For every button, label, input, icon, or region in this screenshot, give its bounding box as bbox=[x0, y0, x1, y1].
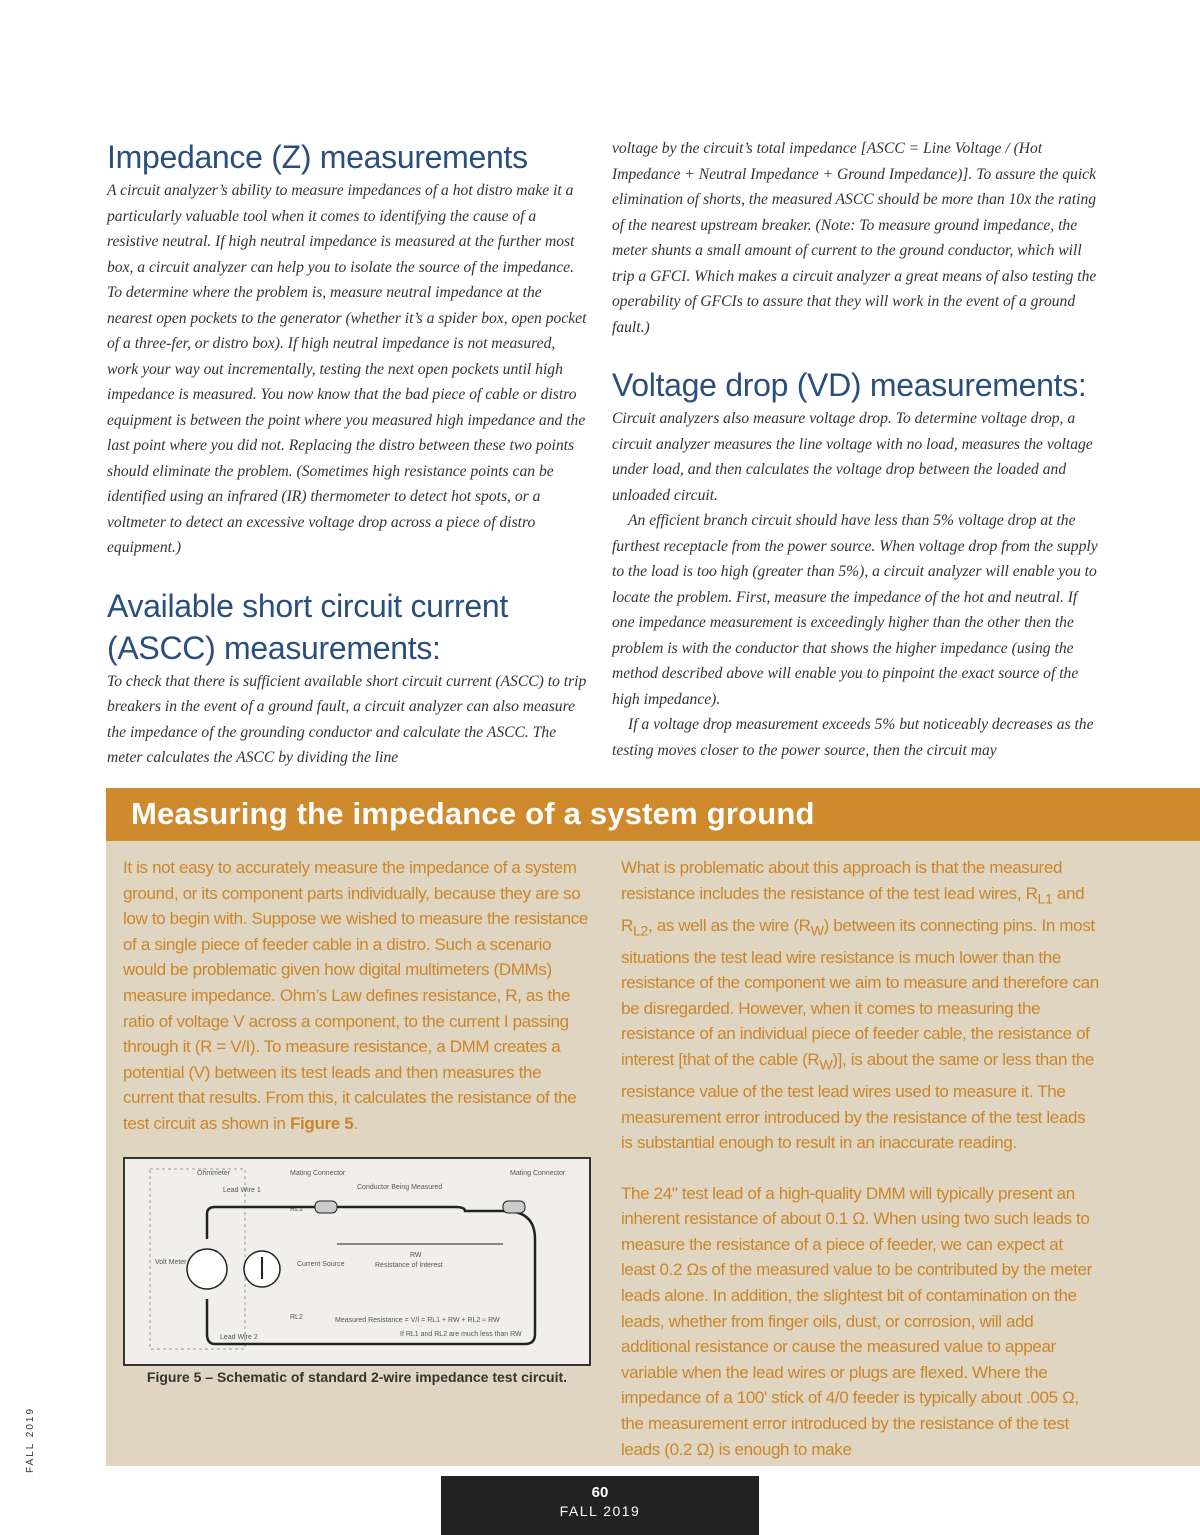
label-mating-connector-1: Mating Connector bbox=[290, 1170, 346, 1177]
label-rw: RW bbox=[410, 1252, 422, 1259]
connector-1 bbox=[315, 1201, 337, 1213]
ascc-paragraph: To check that there is sufficient available short circuit current (ASCC) to trip breakers in the event of a ground fault, a circuit analyzer can also measure the impedance of the grounding conductor and calculate the ASCC. The meter calculates the ASCC by dividing the line bbox=[107, 672, 587, 766]
right-column bbox=[612, 136, 1102, 763]
voltmeter-icon bbox=[187, 1249, 227, 1289]
heading-voltage-drop: Voltage drop (VD) measurements: bbox=[612, 367, 1087, 403]
label-current-source: Current Source bbox=[297, 1261, 345, 1268]
voltage-drop-paragraph-3: If a voltage drop measurement exceeds 5% but noticeably decreases as the testing moves closer to the power source, then the circuit may bbox=[612, 716, 1094, 759]
label-ohmmeter: Ohmmeter bbox=[197, 1170, 231, 1177]
voltage-drop-paragraph-2: An efficient branch circuit should have less than 5% voltage drop at the furthest receptacle from the power source. When voltage drop from the supply to the load is too high (greater than 5%), a circuit analyzer will enable you to locate the problem. First, measure the impedance of the hot and neutral. If one impedance measurement is exceedingly higher than the other then the problem is with the conductor that shows the higher impedance (using the method described above will enable you to pinpoint the exact source of the high impedance). bbox=[612, 512, 1098, 708]
figure-reference: Figure 5 bbox=[290, 1113, 354, 1133]
sidebar-right-paragraph-1: What is problematic about this approach is that the measured resistance includes the resistance of the test lead wires, $R_{L1}$ and $R_{L2}$, as well as the wire $(R_W)$ between its connecting pins. In most situations the test lead wire resistance is much lower than the resistance of the component we aim to measure and therefore can be disregarded. However, when it comes to measuring the resistance of an individual piece of feeder cable, the resistance of interest [that of the cable $(R_W)$], is about the same or less than the resistance value of the test lead wires used to measure it. The measurement error introduced by the resistance of the test leads is substantial enough to result in an inaccurate reading. bbox=[621, 858, 1099, 1153]
heading-ascc: Available short circuit current (ASCC) measurements: bbox=[107, 587, 508, 666]
label-mating-connector-2: Mating Connector bbox=[510, 1170, 566, 1177]
label-volt-meter: Volt Meter bbox=[155, 1259, 187, 1266]
label-rl2: RL2 bbox=[290, 1314, 303, 1321]
label-formula: Measured Resistance = V/I = RL1 + RW + RL2 ≈ RW bbox=[335, 1317, 500, 1324]
connector-2 bbox=[503, 1201, 525, 1213]
page-number: 60 bbox=[591, 1484, 609, 1501]
label-resistance-of-interest: Resistance of Interest bbox=[375, 1262, 443, 1269]
label-note: If RL1 and RL2 are much less than RW bbox=[400, 1331, 522, 1338]
voltage-drop-paragraph-1: Circuit analyzers also measure voltage drop. To determine voltage drop, a circuit analyzer measures the line voltage with no load, measures the voltage under load, and then calculates the voltage drop between the loaded and unloaded circuit. bbox=[612, 410, 1093, 504]
ascc-continued-paragraph: voltage by the circuit’s total impedance [ASCC = Line Voltage / (Hot Impedance + Neutral Impedance + Ground Impedance)]. To assure the quick elimination of shorts, the measured ASCC should be more than 10x the rating of the nearest upstream breaker. (Note: To measure ground impedance, the meter shunts a small amount of current to the ground conductor, which will trip a GFCI. Which makes a circuit analyzer a great means of also testing the operability of GFCIs to assure that they will work in the event of a ground fault.) bbox=[612, 140, 1097, 336]
left-column bbox=[107, 136, 587, 771]
sidebar-right-paragraph-2: The 24" test lead of a high-quality DMM will typically present an inherent resistance of about 0.1 Ω. When using two such leads to measure the resistance of a piece of feeder, we can expect at least 0.2 Ωs of the measured value to be contributed by the meter leads alone. In addition, the slightest bit of contamination on the leads, whether from finger oils, dust, or corrosion, will add additional resistance or cause the measured value to appear variable when the lead wires or plugs are flexed. Where the impedance of a 100' stick of 4/0 feeder is typically about .005 Ω, the measurement error introduced by the resistance of the test leads (0.2 Ω) is enough to make bbox=[621, 1183, 1092, 1459]
side-issue-label: FALL 2019 bbox=[25, 1406, 36, 1473]
figure-5-schematic bbox=[123, 1157, 591, 1366]
impedance-paragraph: A circuit analyzer’s ability to measure impedances of a hot distro make it a particularly valuable tool when it comes to identifying the cause of a resistive neutral. If high neutral impedance is measured at the further most box, a circuit analyzer can help you to isolate the source of the impedance. To determine where the problem is, measure neutral impedance at the nearest open pockets to the generator (whether it’s a spider box, open pocket of a three-fer, or distro box). If high neutral impedance is not measured, work your way out incrementally, testing the next open pockets until high impedance is measured. You now know that the bad piece of cable or distro equipment is between the point where you measured high impedance and the last point where you did not. Replacing the distro between these two points should eliminate the problem. (Sometimes high resistance points can be identified using an infrared (IR) thermometer to detect hot spots, or a voltmeter to detect an excessive voltage drop across a piece of distro equipment.) bbox=[107, 182, 587, 556]
label-rl1: RL1 bbox=[290, 1206, 303, 1213]
sidebar-title: Measuring the impedance of a system ground bbox=[131, 796, 815, 831]
label-lead-wire-2: Lead Wire 2 bbox=[220, 1334, 258, 1341]
sidebar-right-column bbox=[621, 855, 1101, 1462]
label-conductor: Conductor Being Measured bbox=[357, 1184, 443, 1191]
figure-caption: Figure 5 – Schematic of standard 2-wire impedance test circuit. bbox=[146, 1369, 568, 1385]
sidebar-box bbox=[106, 788, 1200, 1466]
page-footer bbox=[441, 1476, 759, 1535]
sidebar-title-bar bbox=[106, 788, 1200, 841]
footer-issue: FALL 2019 bbox=[559, 1503, 641, 1519]
label-lead-wire-1: Lead Wire 1 bbox=[223, 1187, 261, 1194]
sidebar-left-paragraph: It is not easy to accurately measure the impedance of a system ground, or its component parts individually, because they are so low to begin with. Suppose we wished to measure the resistance of a single piece of feeder cable in a distro. Such a scenario would be problematic given how digital multimeters (DMMs) measure impedance. Ohm’s Law defines resistance, R, as the ratio of voltage V across a component, to the current I passing through it (R = V/I). To measure resistance, a DMM creates a potential (V) between its test leads and then measures the current that results. From this, it calculates the resistance of the test circuit as shown in Figure 5. bbox=[123, 858, 588, 1133]
heading-impedance: Impedance (Z) measurements bbox=[107, 139, 528, 175]
sidebar-left-column bbox=[123, 855, 593, 1137]
